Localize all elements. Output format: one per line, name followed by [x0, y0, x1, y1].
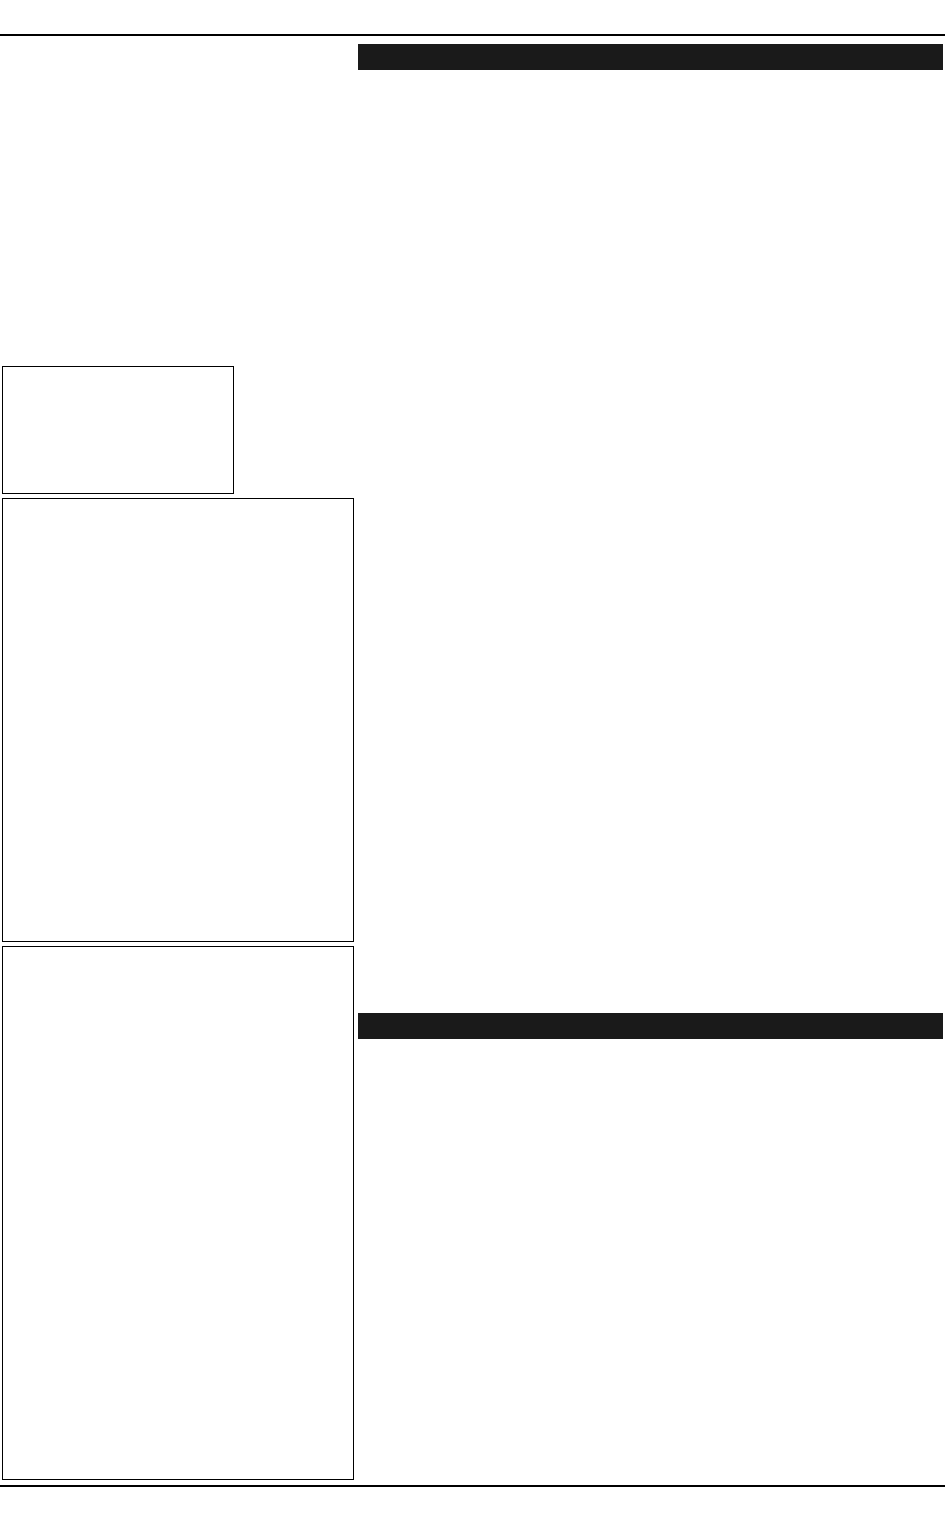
masthead-right	[907, 10, 939, 22]
soil-conservation-notice	[2, 946, 354, 1480]
continuation-banner-top	[358, 44, 943, 70]
masthead-left	[4, 10, 44, 22]
public-notice	[2, 366, 234, 494]
imprint-footer	[0, 1485, 945, 1513]
masthead	[0, 0, 945, 36]
newspaper-logo	[425, 3, 535, 33]
circular-signatory	[7, 506, 349, 515]
continuation-banner-bottom	[358, 1013, 943, 1039]
cmo-circular	[2, 498, 354, 942]
public-notice-address	[7, 369, 229, 382]
